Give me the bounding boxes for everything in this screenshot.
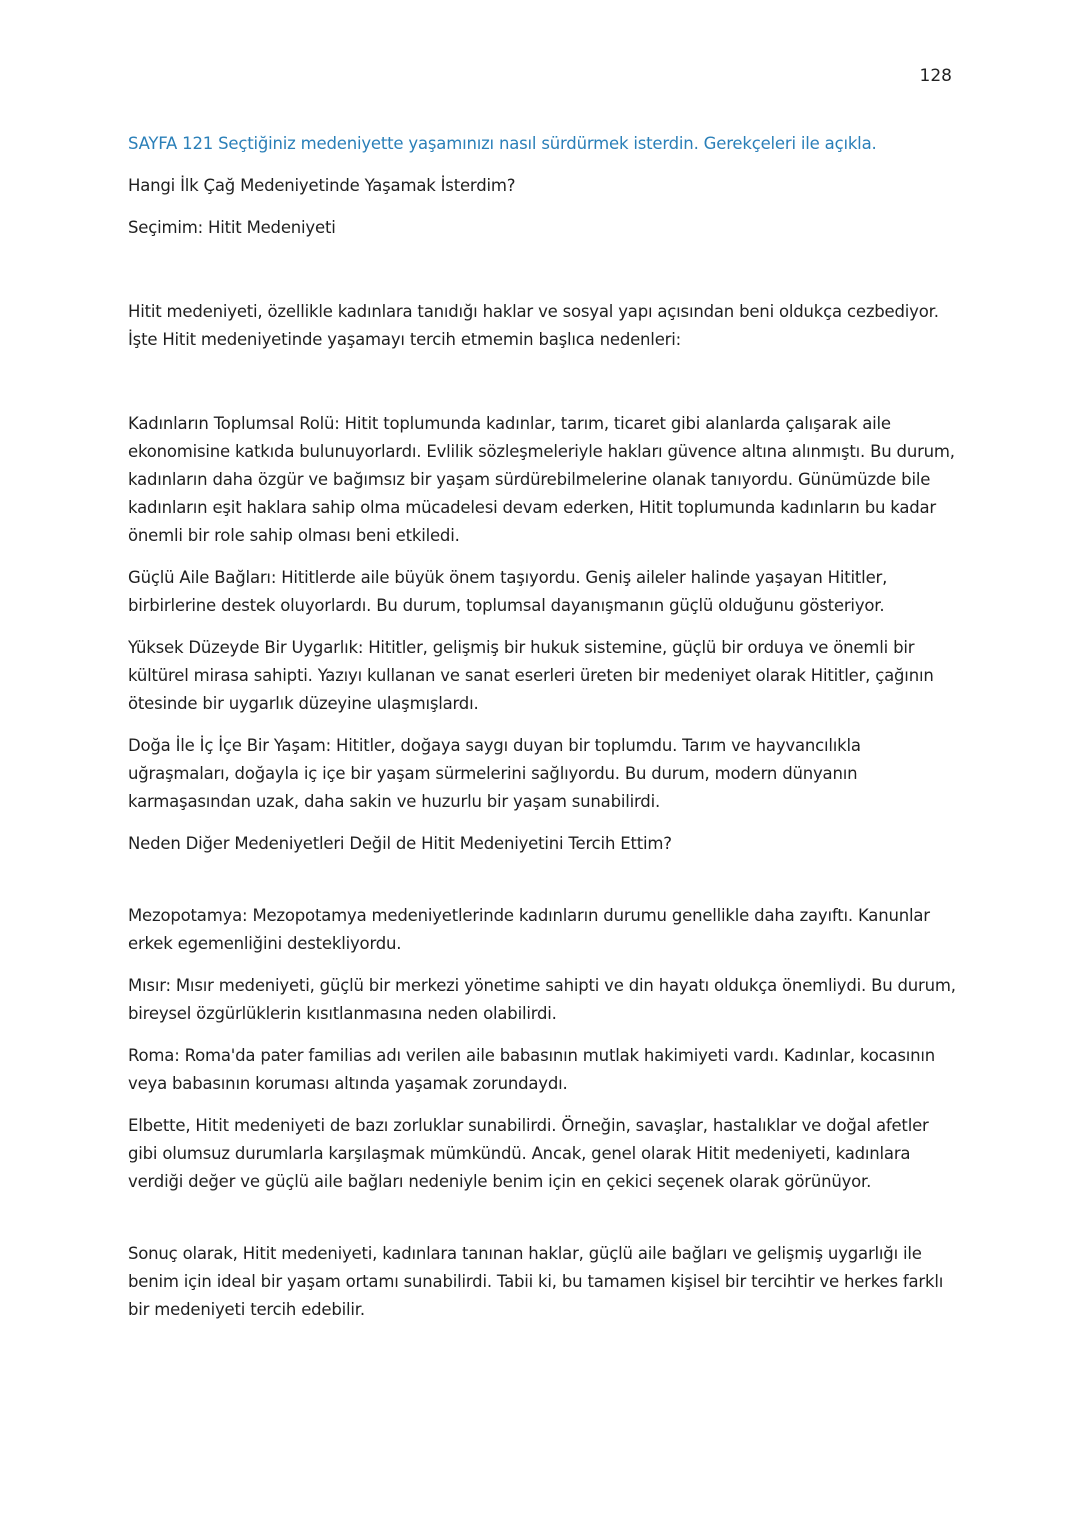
comparison-rome: Roma: Roma'da pater familias adı verilen aile babasının mutlak hakimiyeti vardı. Kadınlar, kocasının veya babasının koruması altında yaşamak zorundaydı. [128, 1046, 936, 1093]
reason-paragraph-family: Güçlü Aile Bağları: Hititlerde aile büyük önem taşıyordu. Geniş aileler halinde yaşayan Hititler, birbirlerine destek oluyorlardı. Bu durum, toplumsal dayanışmanın güçlü olduğunu gösteriyor. [128, 568, 888, 615]
choice-statement: Seçimim: Hitit Medeniyeti [128, 218, 336, 237]
comparison-heading: Neden Diğer Medeniyetleri Değil de Hitit Medeniyetini Tercih Ettim? [128, 834, 672, 853]
reason-paragraph-women: Kadınların Toplumsal Rolü: Hitit toplumunda kadınlar, tarım, ticaret gibi alanlarda çalışarak aile ekonomisine katkıda bulunuyorlardı. Evlilik sözleşmeleriyle hakları güvence altına alınmıştı. Bu durum, kadınların daha özgür ve bağımsız bir yaşam sürdürebilmelerine olanak tanıyordu. Günümüzde bile kadınların eşit haklara sahip olma mücadelesi devam ederken, Hitit toplumunda kadınların bu kadar önemli bir role sahip olması beni etkiledi. [128, 414, 955, 545]
page-number: 128 [919, 66, 952, 86]
assignment-question: SAYFA 121 Seçtiğiniz medeniyette yaşamınızı nasıl sürdürmek isterdin. Gerekçeleri ile açıkla. [128, 134, 877, 153]
intro-paragraph: Hitit medeniyeti, özellikle kadınlara tanıdığı haklar ve sosyal yapı açısından beni oldukça cezbediyor. İşte Hitit medeniyetinde yaşamayı tercih etmemin başlıca nedenleri: [128, 302, 939, 349]
spacer [128, 1210, 958, 1240]
comparison-egypt: Mısır: Mısır medeniyeti, güçlü bir merkezi yönetime sahipti ve din hayatı oldukça önemliydi. Bu durum, bireysel özgürlüklerin kısıtlanmasına neden olabilirdi. [128, 976, 956, 1023]
conclusion-paragraph: Sonuç olarak, Hitit medeniyeti, kadınlara tanınan haklar, güçlü aile bağları ve gelişmiş uygarlığı ile benim için ideal bir yaşam ortamı sunabilirdi. Tabii ki, bu tamamen kişisel bir tercihtir ve herkes farklı bir medeniyeti tercih edebilir. [128, 1244, 944, 1319]
challenges-paragraph: Elbette, Hitit medeniyeti de bazı zorluklar sunabilirdi. Örneğin, savaşlar, hastalıklar ve doğal afetler gibi olumsuz durumlarla karşılaşmak mümkündü. Ancak, genel olarak Hitit medeniyeti, kadınlara verdiği değer ve güçlü aile bağları nedeniyle benim için en çekici seçenek olarak görünüyor. [128, 1116, 929, 1191]
spacer [128, 872, 958, 902]
spacer [128, 368, 958, 410]
main-heading: Hangi İlk Çağ Medeniyetinde Yaşamak İsterdim? [128, 176, 516, 195]
comparison-mesopotamia: Mezopotamya: Mezopotamya medeniyetlerinde kadınların durumu genellikle daha zayıftı. Kanunlar erkek egemenliğini destekliyordu. [128, 906, 930, 953]
document-body [128, 130, 958, 1338]
reason-paragraph-civilization: Yüksek Düzeyde Bir Uygarlık: Hititler, gelişmiş bir hukuk sistemine, güçlü bir orduya ve önemli bir kültürel mirasa sahipti. Yazıyı kullanan ve sanat eserleri üreten bir medeniyet olarak Hititler, çağının ötesinde bir uygarlık düzeyine ulaşmışlardı. [128, 638, 934, 713]
spacer [128, 256, 958, 298]
reason-paragraph-nature: Doğa İle İç İçe Bir Yaşam: Hititler, doğaya saygı duyan bir toplumdu. Tarım ve hayvancılıkla uğraşmaları, doğayla iç içe bir yaşam sürmelerini sağlıyordu. Bu durum, modern dünyanın karmaşasından uzak, daha sakin ve huzurlu bir yaşam sunabilirdi. [128, 736, 861, 811]
